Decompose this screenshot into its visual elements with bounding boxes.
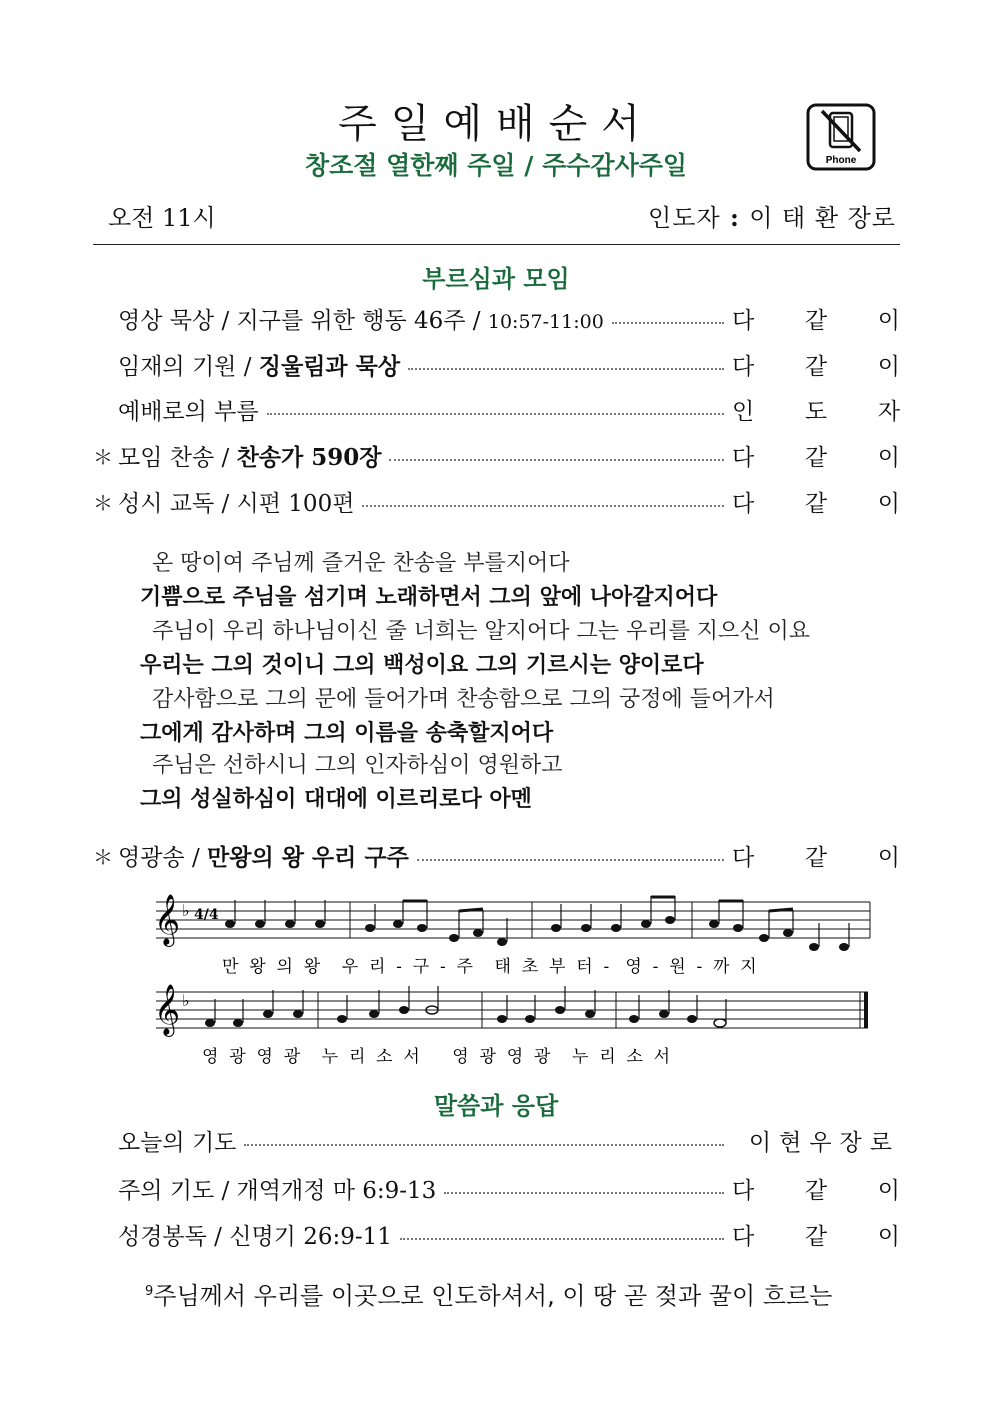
worship-leader: 인도자 : 이 태 환 장로 (648, 203, 896, 232)
svg-text:♭: ♭ (182, 901, 190, 920)
psalm-line: 기쁨으로 주님을 섬기며 노래하면서 그의 앞에 나아갈지어다 (140, 585, 718, 610)
order-row-meditation: 영상 묵상 / 지구를 위한 행동 46주 / 10:57-11:00 다 같 이 (118, 307, 900, 334)
page-subtitle: 창조절 열한째 주일 / 주수감사주일 (304, 151, 688, 180)
psalm-line: 주님은 선하시니 그의 인자하심이 영원하고 (152, 753, 563, 778)
music-score (152, 888, 872, 1068)
order-row-lords-prayer: 주의 기도 / 개역개정 마 6:9-13 다 같 이 (118, 1177, 900, 1204)
psalm-line: 주님이 우리 하나님이신 줄 너희는 알지어다 그는 우리를 지으신 이요 (152, 619, 810, 644)
order-row-invocation: 임재의 기원 / 징울림과 묵상 다 같 이 (118, 352, 900, 380)
standing-mark: ＊ (93, 844, 113, 869)
section-gathering: 부르심과 모임 (422, 265, 570, 293)
scripture-verse: $^9$주님께서 우리를 이곳으로 인도하셔서, 이 땅 곧 젖과 꿀이 흐르는 (145, 1282, 833, 1310)
order-row-scripture-reading: 성경봉독 / 신명기 26:9-11 다 같 이 (118, 1223, 900, 1250)
score-lyrics-line-1: 만 왕 의 왕 우 리 - 구 - 주 태 초 부 터 - 영 - 원 - 까 지 (222, 957, 757, 977)
svg-text:4/4: 4/4 (194, 907, 219, 923)
section-word-and-response: 말씀과 응답 (433, 1092, 559, 1120)
psalm-line: 그에게 감사하며 그의 이름을 송축할지어다 (140, 721, 554, 746)
standing-mark: ＊ (93, 490, 113, 515)
psalm-line: 감사함으로 그의 문에 들어가며 찬송함으로 그의 궁정에 들어가서 (152, 687, 775, 712)
standing-mark: ＊ (93, 444, 113, 469)
header-divider (93, 244, 900, 245)
page-title: 주일예배순서 (338, 101, 654, 147)
no-phone-icon (806, 103, 876, 171)
order-row-responsive-reading: ＊ 성시 교독 / 시편 100편 다 같 이 (93, 483, 900, 519)
svg-text:𝄞: 𝄞 (154, 894, 181, 945)
psalm-line: 그의 성실하심이 대대에 이르리로다 아멘 (140, 787, 532, 812)
svg-text:♭: ♭ (182, 991, 190, 1010)
order-row-gloria: ＊ 영광송 / 만왕의 왕 우리 구주 다 같 이 (93, 837, 900, 873)
service-time: 오전 11시 (108, 204, 216, 232)
svg-text:Phone: Phone (825, 155, 857, 166)
order-row-prayer: 오늘의 기도 이현우장로 (118, 1129, 900, 1156)
psalm-line: 온 땅이여 주님께 즐거운 찬송을 부를지어다 (152, 551, 570, 576)
svg-text:𝄞: 𝄞 (154, 984, 181, 1035)
order-row-call-to-worship: 예배로의 부름 인 도 자 (118, 398, 900, 425)
score-lyrics-line-2: 영 광 영 광 누 리 소 서 영 광 영 광 누 리 소 서 (202, 1047, 671, 1067)
psalm-line: 우리는 그의 것이니 그의 백성이요 그의 기르시는 양이로다 (140, 653, 704, 678)
order-row-hymn: ＊ 모임 찬송 / 찬송가 590장 다 같 이 (93, 437, 900, 473)
